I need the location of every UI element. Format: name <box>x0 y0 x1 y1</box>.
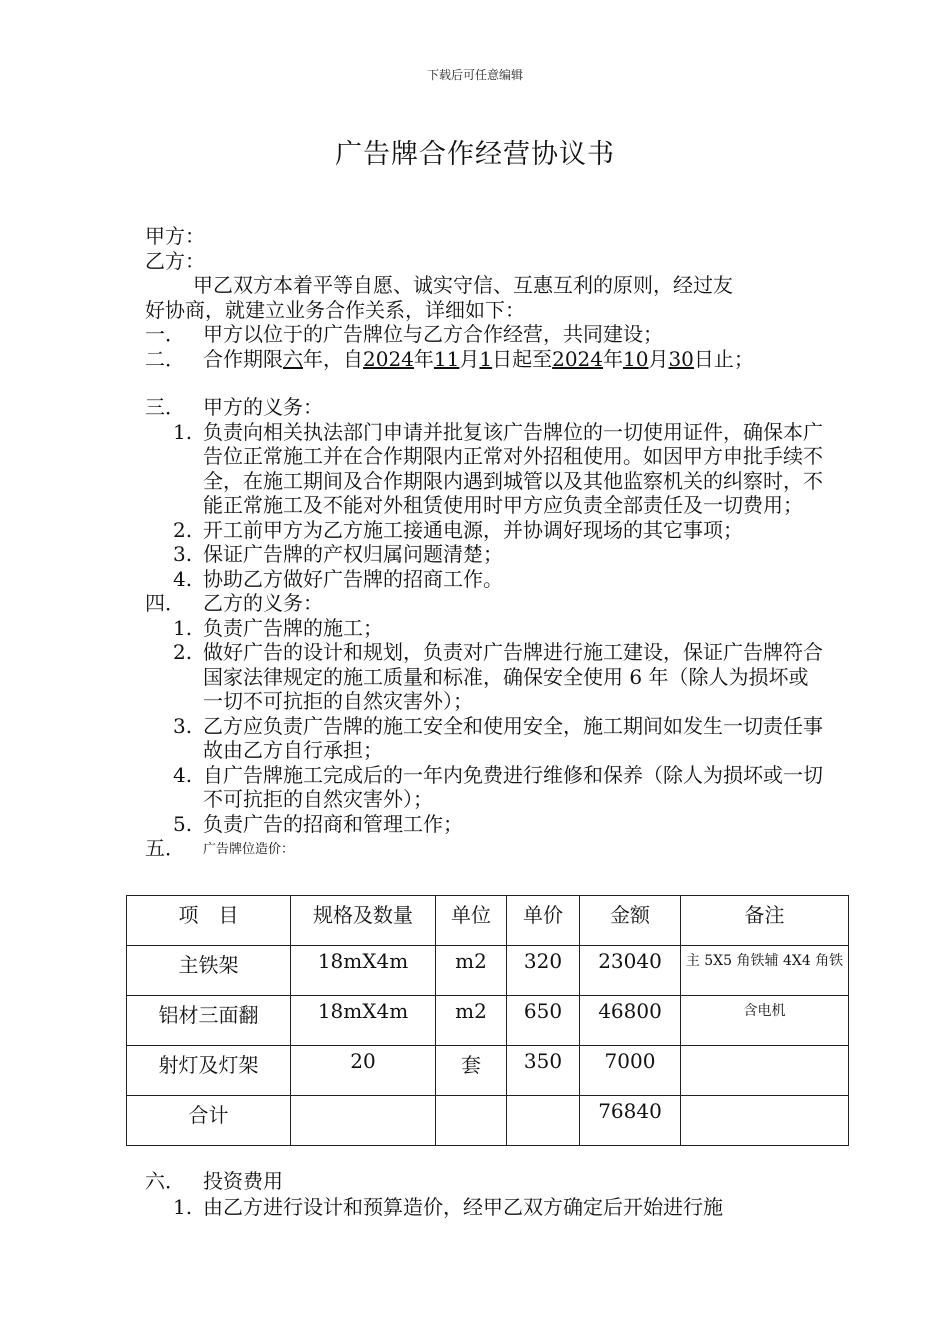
table-total-row <box>127 1096 849 1146</box>
list-item-number: 2. <box>173 640 193 664</box>
column-header: 备注 <box>681 896 849 946</box>
contract-body <box>145 224 825 863</box>
list-item <box>145 567 825 592</box>
list-item-text: 由乙方进行设计和预算造价，经甲乙双方确定后开始进行施 <box>203 1195 723 1219</box>
intro-paragraph <box>145 273 825 298</box>
table-cell: 20 <box>291 1046 436 1096</box>
section-5-number: 五． <box>145 836 185 860</box>
list-item-number: 2. <box>173 517 193 542</box>
table-cell: 650 <box>507 996 580 1046</box>
list-item-number: 1. <box>173 615 193 640</box>
table-row <box>127 996 849 1046</box>
table-cell: 合计 <box>127 1096 291 1146</box>
table-cell: 含电机 <box>681 996 849 1046</box>
party-a-label: 甲方： <box>145 224 205 248</box>
term-text-4: 月 <box>459 346 480 371</box>
section-1-text: 甲方以位于的广告牌位与乙方合作经营，共同建设； <box>203 322 663 346</box>
list-item-number: 1. <box>173 1195 193 1219</box>
section-5-title: 广告牌位造价： <box>203 842 295 857</box>
table-cell: 主铁架 <box>127 946 291 996</box>
list-item-text: 负责广告的招商和管理工作； <box>203 811 463 836</box>
section-6-number: 六． <box>145 1169 185 1193</box>
list-item <box>145 1194 825 1220</box>
term-text-5: 日起至 <box>492 346 553 371</box>
section-4-heading <box>145 591 825 616</box>
table-cell: 46800 <box>580 996 681 1046</box>
table-cell: 18mX4m <box>291 946 436 996</box>
end-year: 2024 <box>552 346 603 371</box>
list-item <box>145 518 825 543</box>
list-item-number: 5. <box>173 811 193 836</box>
column-header: 单位 <box>436 896 507 946</box>
list-item-number: 4. <box>173 566 193 591</box>
section-6 <box>145 1168 825 1220</box>
end-day: 30 <box>668 346 694 371</box>
table-cell: 套 <box>436 1046 507 1096</box>
price-table <box>126 895 849 1146</box>
list-item <box>145 542 825 567</box>
section-6-title: 投资费用 <box>203 1169 283 1193</box>
term-text-7: 月 <box>648 346 669 371</box>
table-cell: 350 <box>507 1046 580 1096</box>
list-item-text: 负责广告牌的施工； <box>203 615 383 640</box>
party-b-label: 乙方： <box>145 248 205 273</box>
list-item-number: 4. <box>173 762 193 787</box>
list-item <box>145 714 825 763</box>
section-2-number: 二． <box>145 346 185 371</box>
list-item-number: 1. <box>173 419 193 444</box>
list-item-text: 乙方应负责广告牌的施工安全和使用安全，施工期间如发生一切责任事故由乙方自行承担； <box>203 713 823 762</box>
table-cell <box>681 1046 849 1096</box>
section-6-heading <box>145 1168 825 1194</box>
column-header: 项 目 <box>127 896 291 946</box>
section-3-heading <box>145 395 825 420</box>
term-text-6: 年 <box>603 346 623 371</box>
term-years: 六 <box>283 346 303 371</box>
list-item-number: 3. <box>173 713 193 738</box>
table-cell: 7000 <box>580 1046 681 1096</box>
header-note: 下载后可任意编辑 <box>426 68 523 82</box>
start-day: 1 <box>479 346 493 371</box>
table-row <box>127 946 849 996</box>
table-cell <box>436 1096 507 1146</box>
table-cell <box>291 1096 436 1146</box>
table-cell: 18mX4m <box>291 996 436 1046</box>
section-1-number: 一． <box>145 322 185 346</box>
section-2 <box>145 347 825 372</box>
spacer <box>145 371 825 395</box>
document-title: 广告牌合作经营协议书 <box>335 139 615 170</box>
table-cell: m2 <box>436 996 507 1046</box>
table-header-row <box>127 896 849 946</box>
term-text-2: 年，自 <box>303 346 363 371</box>
list-item-text: 负责向相关执法部门申请并批复该广告牌位的一切使用证件，确保本广告位正常施工并在合作期限内正常对外招租使用。如因甲方申批手续不全，在施工期间及合作期限内遇到城管以及其他监察机关的纠察时，不能正常施工及不能对外租赁使用时甲方应负责全部责任及一切费用； <box>203 419 823 517</box>
section-3-title: 甲方的义务： <box>203 395 323 419</box>
start-year: 2024 <box>363 346 414 371</box>
list-item <box>145 640 825 714</box>
list-item <box>145 812 825 837</box>
column-header: 金额 <box>580 896 681 946</box>
start-month: 11 <box>433 346 460 371</box>
term-text-1: 合作期限 <box>203 346 283 371</box>
table-cell: 76840 <box>580 1096 681 1146</box>
list-item <box>145 420 825 518</box>
list-item <box>145 616 825 641</box>
list-item-text: 自广告牌施工完成后的一年内免费进行维修和保养（除人为损坏或一切不可抗拒的自然灾害外）； <box>203 762 823 811</box>
column-header: 规格及数量 <box>291 896 436 946</box>
term-text-8: 日止； <box>693 346 754 371</box>
list-item-text: 开工前甲方为乙方施工接通电源，并协调好现场的其它事项； <box>203 517 743 542</box>
list-item-text: 保证广告牌的产权归属问题清楚； <box>203 542 503 566</box>
section-4-title: 乙方的义务： <box>203 591 323 615</box>
section-1 <box>145 322 825 347</box>
table-cell: 铝材三面翻 <box>127 996 291 1046</box>
end-month: 10 <box>623 346 649 371</box>
section-5-heading <box>145 836 825 863</box>
list-item <box>145 763 825 812</box>
intro-line-2: 好协商，就建立业务合作关系，详细如下： <box>145 297 525 322</box>
intro-line-1: 甲乙双方本着平等自愿、诚实守信、互惠互利的原则，经过友 <box>193 273 733 297</box>
table-cell: 320 <box>507 946 580 996</box>
table-cell: 23040 <box>580 946 681 996</box>
table-cell: 射灯及灯架 <box>127 1046 291 1096</box>
table-cell <box>681 1096 849 1146</box>
table-row <box>127 1046 849 1096</box>
column-header: 单价 <box>507 896 580 946</box>
table-cell: 主 5X5 角铁辅 4X4 角铁 <box>681 946 849 996</box>
section-3-number: 三． <box>145 395 185 419</box>
table-cell <box>507 1096 580 1146</box>
list-item-text: 协助乙方做好广告牌的招商工作。 <box>203 566 503 591</box>
list-item-number: 3. <box>173 542 193 566</box>
section-4-number: 四． <box>145 591 185 615</box>
term-text-3: 年 <box>413 346 434 371</box>
table-cell: m2 <box>436 946 507 996</box>
list-item-text: 做好广告的设计和规划，负责对广告牌进行施工建设，保证广告牌符合国家法律规定的施工质量和标准，确保安全使用 6 年（除人为损坏或一切不可抗拒的自然灾害外）； <box>203 640 823 713</box>
